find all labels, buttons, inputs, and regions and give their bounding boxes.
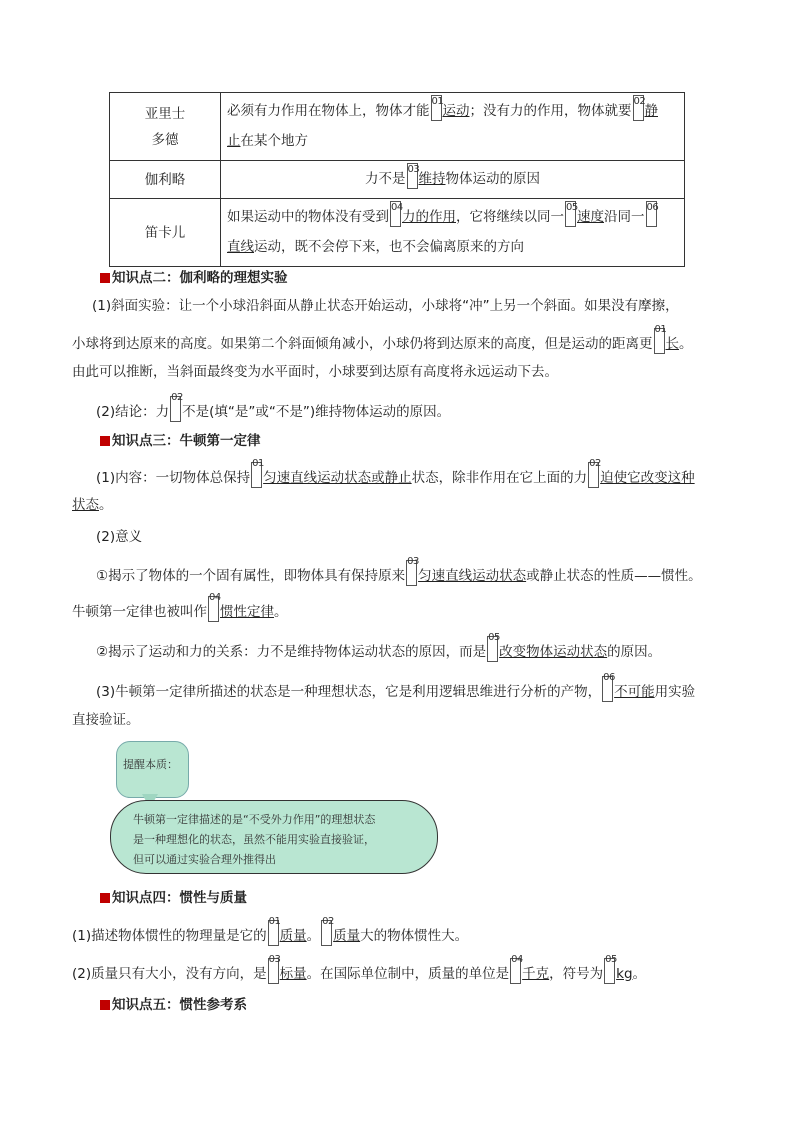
answer: 力的作用: [402, 209, 456, 225]
answer: 匀速直线运动状态或静止: [263, 470, 412, 486]
square-bullet-icon: [100, 1000, 110, 1010]
blank-box: 01: [251, 462, 262, 488]
blank-box: 05: [565, 201, 576, 227]
paragraph: 状态。: [72, 497, 113, 513]
blank-box: 01: [431, 95, 442, 121]
answer: 运动: [442, 103, 470, 119]
answer: 质量: [279, 928, 307, 944]
blank-box: 05: [604, 958, 615, 984]
square-bullet-icon: [100, 436, 110, 446]
section-heading: 知识点五：惯性参考系: [100, 993, 247, 1013]
blank-box: 02: [170, 396, 181, 422]
blank-box: 01: [654, 328, 665, 354]
blank-box: 04: [510, 958, 521, 984]
paragraph: (2)意义: [96, 529, 143, 545]
blank-box: 03: [268, 958, 279, 984]
paragraph: 由此可以推断，当斜面最终变为水平面时，小球要到达原有高度将永远运动下去。: [72, 364, 558, 380]
note-oval: 牛顿第一定律描述的是“不受外力作用”的理想状态 是一种理想化的状态，虽然不能用实验直接验证， 但可以通过实验合理外推得出: [110, 800, 438, 874]
blank-box: 06: [646, 201, 657, 227]
paragraph: ①揭示了物体的一个固有属性，即物体具有保持原来 03 匀速直线运动状态或静止状态的性质——惯性。: [96, 556, 702, 584]
answer: 不可能: [614, 684, 655, 700]
blank-box: 03: [407, 163, 418, 189]
answer: 匀速直线运动状态: [418, 568, 527, 584]
paragraph: 直接验证。: [72, 712, 140, 728]
name-cell: 亚里士 多德: [110, 93, 221, 161]
paragraph: (1)斜面实验：让一个小球沿斜面从静止状态开始运动，小球将“冲”上另一个斜面。如果没有摩擦，: [92, 298, 679, 314]
blank-box: 04: [208, 596, 219, 622]
paragraph: 小球将到达原来的高度。如果第二个斜面倾角减小，小球仍将到达原来的高度，但是运动的距离更 01 长。: [72, 324, 693, 352]
blank-box: 06: [602, 676, 613, 702]
paragraph: (2)质量只有大小，没有方向，是 03 标量。在国际单位制中，质量的单位是 04 千克，符号为 05 kg。: [72, 954, 647, 982]
table-row: [110, 93, 685, 161]
answer: 改变物体运动状态: [499, 644, 608, 660]
content-cell: 必须有力作用在物体上，物体才能 01 运动；没有力的作用，物体就要 02 静 止在某个地方: [221, 93, 685, 161]
paragraph: (3)牛顿第一定律所描述的状态是一种理想状态，它是利用逻辑思维进行分析的产物， 06 不可能用实验: [96, 672, 696, 700]
section-heading: 知识点二：伽利略的理想实验: [100, 266, 288, 286]
answer: 迫使它改变这种: [600, 470, 695, 486]
content-cell: 如果运动中的物体没有受到 04 力的作用，它将继续以同一 05 速度沿同一 06 直线运动，既不会停下来，也不会偏离原来的方向: [221, 199, 685, 267]
answer: 千克: [522, 966, 550, 982]
blank-box: 04: [390, 201, 401, 227]
answer: 惯性定律: [220, 604, 274, 620]
answer: 速度: [577, 209, 604, 225]
answer: 标量: [279, 966, 307, 982]
table-row: [110, 199, 685, 267]
answer: 直线: [227, 239, 254, 255]
answer: 止: [227, 133, 241, 149]
blank-box: 02: [588, 462, 599, 488]
paragraph: (2)结论：力 02 不是(填“是”或“不是”)维持物体运动的原因。: [96, 392, 451, 420]
paragraph: (1)内容：一切物体总保持 01 匀速直线运动状态或静止状态，除非作用在它上面的力 02 迫使它改变这种: [96, 458, 695, 486]
square-bullet-icon: [100, 893, 110, 903]
answer: 质量: [333, 928, 361, 944]
section-heading: 知识点四：惯性与质量: [100, 886, 247, 906]
section-heading: 知识点三：牛顿第一定律: [100, 429, 261, 449]
square-bullet-icon: [100, 273, 110, 283]
history-table: [109, 92, 685, 267]
answer: 不是: [182, 404, 210, 420]
answer: 状态: [72, 497, 99, 513]
answer: kg: [616, 966, 633, 982]
paragraph: (1)描述物体惯性的物理量是它的 01 质量。 02 质量大的物体惯性大。: [72, 916, 469, 944]
blank-box: 02: [321, 920, 332, 946]
blank-box: 01: [268, 920, 279, 946]
speech-bubble: 提醒本质：: [116, 741, 189, 798]
blank-box: 05: [487, 636, 498, 662]
answer: 静: [644, 103, 658, 119]
blank-box: 03: [406, 560, 417, 586]
paragraph: ②揭示了运动和力的关系：力不是维持物体运动状态的原因，而是 05 改变物体运动状态的原因。: [96, 632, 662, 660]
answer: 长: [665, 336, 679, 352]
name-cell: 伽利略: [110, 161, 221, 199]
paragraph: 牛顿第一定律也被叫作 04 惯性定律。: [72, 592, 288, 620]
blank-box: 02: [633, 95, 644, 121]
answer: 维持: [418, 171, 446, 187]
content-cell: 力不是 03 维持物体运动的原因: [221, 161, 685, 199]
name-cell: 笛卡儿: [110, 199, 221, 267]
